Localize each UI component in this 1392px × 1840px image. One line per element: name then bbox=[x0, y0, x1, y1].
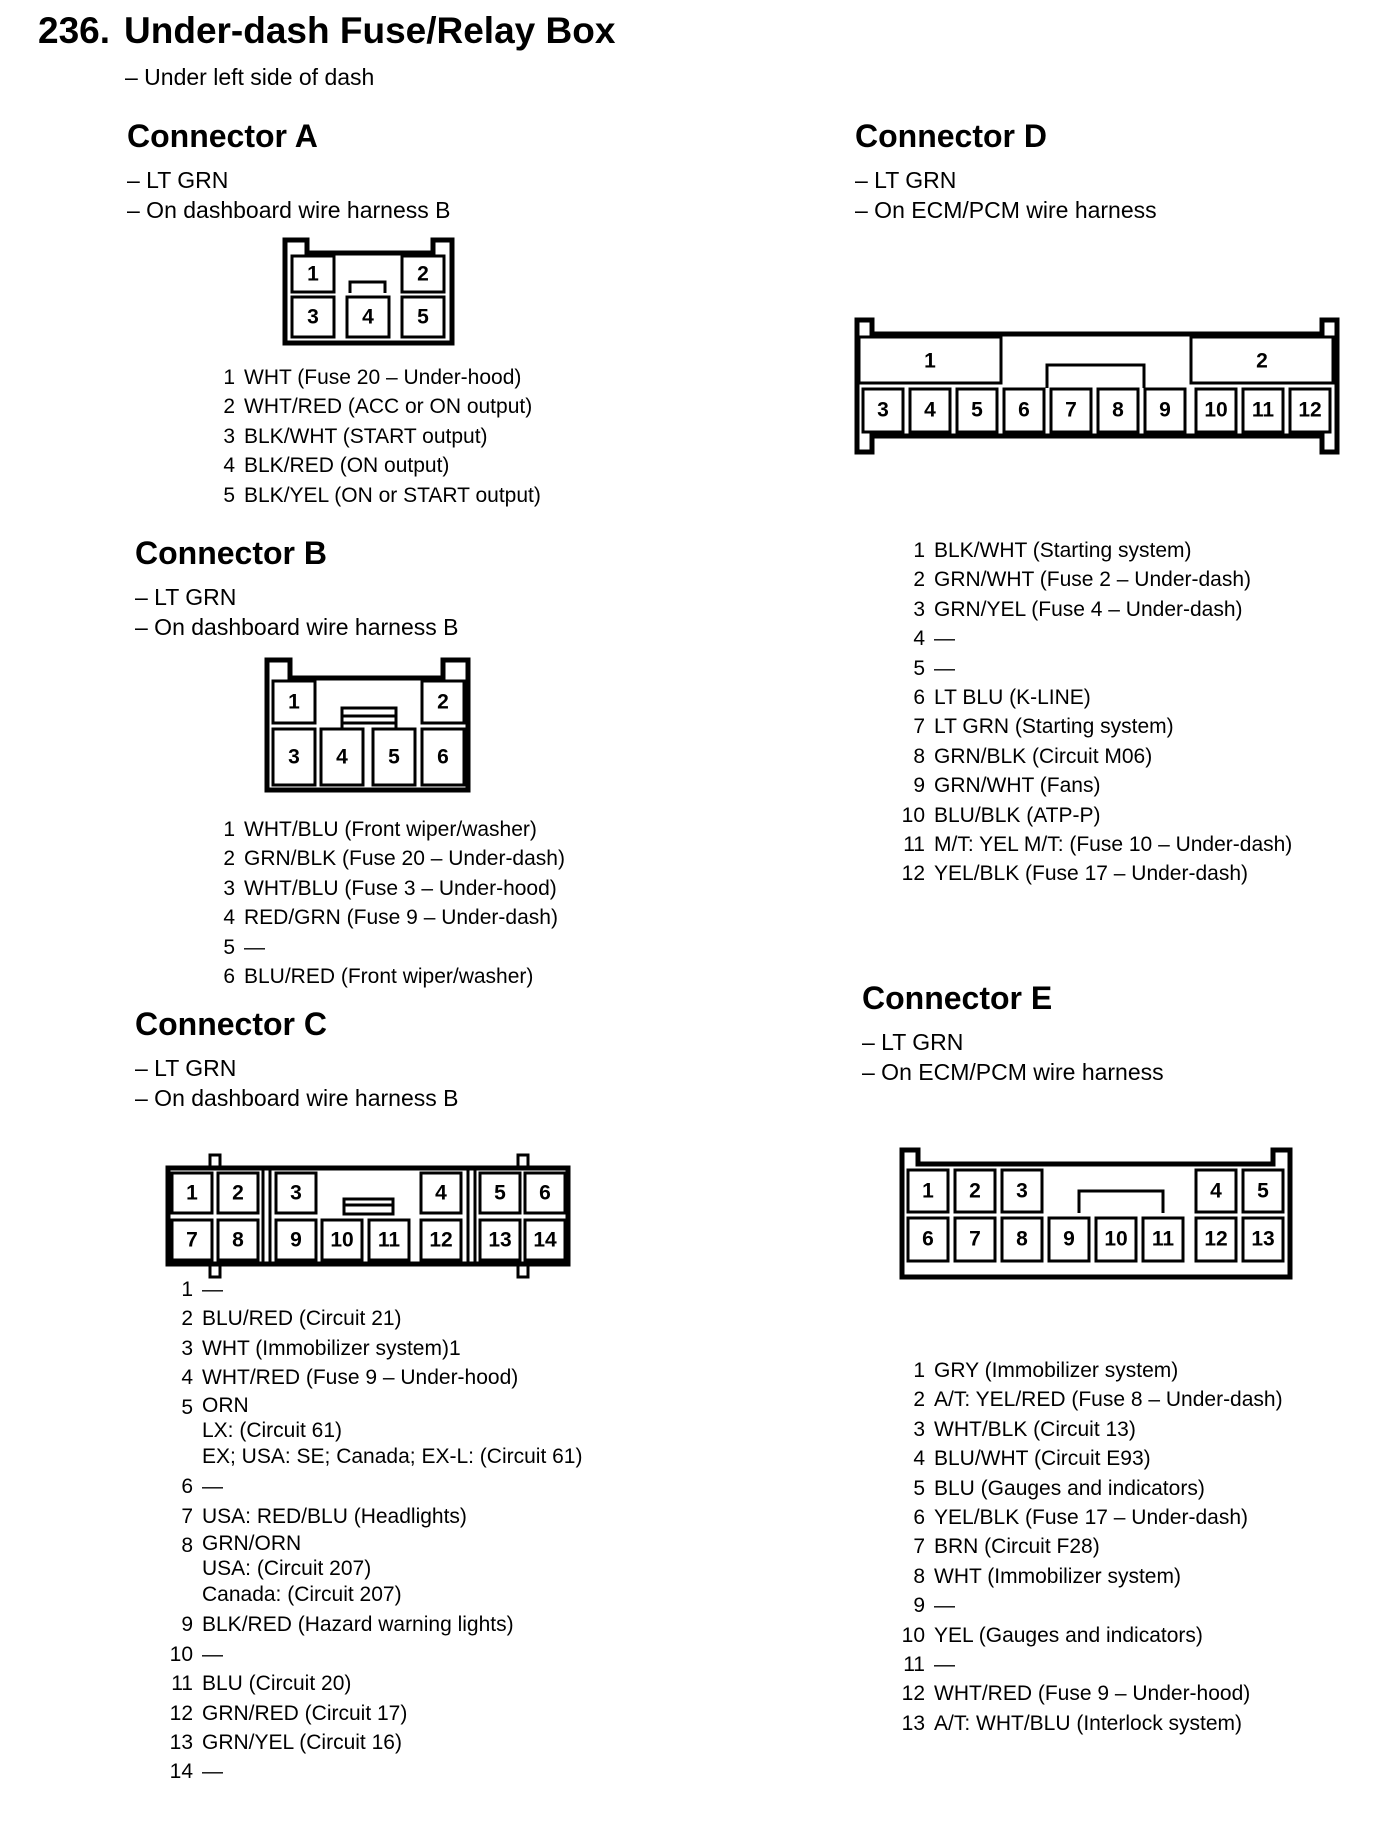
pin-desc: BLK/RED (Hazard warning lights) bbox=[202, 1613, 514, 1637]
pin-desc: WHT/RED (Fuse 9 – Under-hood) bbox=[934, 1682, 1251, 1706]
pin-number: 1 bbox=[223, 818, 235, 841]
pin-number: 11 bbox=[171, 1672, 193, 1696]
pin-desc: BRN (Circuit F28) bbox=[934, 1535, 1100, 1559]
pin-row bbox=[888, 1415, 1283, 1444]
pin-desc: GRN/WHT (Fuse 2 – Under-dash) bbox=[934, 568, 1252, 592]
connector-e-color: – LT GRN bbox=[862, 1029, 964, 1055]
pin-number: 2 bbox=[913, 1388, 925, 1412]
pin-number: 5 bbox=[913, 1476, 925, 1500]
pin-number: 12 bbox=[169, 1701, 193, 1725]
pin-number: 9 bbox=[913, 774, 925, 798]
pin-row bbox=[888, 1503, 1283, 1532]
pin-row bbox=[888, 1650, 1283, 1679]
cavity-number: 8 bbox=[1112, 398, 1124, 422]
cavity-number: 1 bbox=[922, 1179, 934, 1203]
cavity-number: 3 bbox=[1016, 1179, 1028, 1203]
pin-row bbox=[888, 1532, 1283, 1561]
pin-desc: GRN/RED (Circuit 17) bbox=[202, 1701, 408, 1725]
cavity-number: 2 bbox=[417, 262, 429, 286]
connector-e-latch bbox=[1079, 1191, 1163, 1213]
pin-number: 12 bbox=[901, 862, 925, 886]
pin-number: 8 bbox=[913, 1564, 925, 1588]
pin-desc: GRN/YEL (Fuse 4 – Under-dash) bbox=[934, 597, 1243, 621]
pin-number: 8 bbox=[181, 1533, 193, 1557]
cavity-number: 12 bbox=[1298, 398, 1322, 422]
connector-b-title: Connector B bbox=[135, 535, 327, 571]
pin-desc: GRN/BLK (Circuit M06) bbox=[934, 744, 1153, 768]
pin-number: 11 bbox=[903, 1653, 925, 1677]
connector-c-harness: – On dashboard wire harness B bbox=[135, 1085, 459, 1111]
pin-desc: GRN/BLK (Fuse 20 – Under-dash) bbox=[244, 847, 565, 871]
pin-desc-sub: USA: (Circuit 207) bbox=[202, 1557, 372, 1581]
pin-desc-sub: Canada: (Circuit 207) bbox=[202, 1582, 402, 1606]
pin-desc: WHT/BLU (Fuse 3 – Under-hood) bbox=[244, 876, 557, 900]
pin-desc: BLK/WHT (START output) bbox=[244, 424, 488, 448]
pin-desc: M/T: YEL M/T: (Fuse 10 – Under-dash) bbox=[934, 833, 1293, 857]
pin-desc-sub: EX; USA: SE; Canada; EX-L: (Circuit 61) bbox=[202, 1444, 583, 1468]
pin-number: 5 bbox=[223, 935, 235, 959]
connector-b-color: – LT GRN bbox=[135, 584, 237, 610]
cavity-number: 2 bbox=[969, 1179, 981, 1203]
pin-number: 7 bbox=[913, 1535, 925, 1559]
cavity-number: 4 bbox=[336, 745, 348, 769]
pin-number: 3 bbox=[223, 424, 235, 448]
pin-row bbox=[888, 1709, 1283, 1738]
pin-row bbox=[888, 1356, 1283, 1385]
pin-number: 3 bbox=[181, 1336, 193, 1360]
pin-desc-sub: LX: (Circuit 61) bbox=[202, 1419, 343, 1443]
pin-number: 10 bbox=[169, 1642, 193, 1666]
connector-a-title: Connector A bbox=[127, 118, 318, 154]
cavity-number: 10 bbox=[330, 1228, 354, 1252]
page-number: 236. bbox=[38, 10, 111, 51]
pin-row bbox=[888, 1562, 1283, 1591]
pin-number: 10 bbox=[901, 1623, 925, 1647]
cavity-number: 6 bbox=[539, 1181, 551, 1205]
pin-number: 3 bbox=[913, 597, 925, 621]
pin-number: 4 bbox=[223, 906, 235, 930]
connector-c-color: – LT GRN bbox=[135, 1055, 237, 1081]
pin-number: 8 bbox=[913, 744, 925, 768]
pin-desc: BLU (Gauges and indicators) bbox=[934, 1476, 1205, 1500]
cavity-number: 10 bbox=[1204, 398, 1228, 422]
pin-desc: WHT (Fuse 20 – Under-hood) bbox=[244, 366, 522, 389]
pin-number: 3 bbox=[223, 876, 235, 900]
pin-desc: — bbox=[202, 1278, 223, 1301]
cavity-number: 7 bbox=[186, 1228, 198, 1252]
pin-number: 2 bbox=[913, 568, 925, 592]
cavity-number: 6 bbox=[437, 745, 449, 769]
pin-desc: — bbox=[244, 935, 265, 959]
cavity-number: 6 bbox=[922, 1227, 934, 1251]
pin-number: 10 bbox=[901, 803, 925, 827]
pin-desc: LT BLU (K-LINE) bbox=[934, 686, 1091, 710]
page-title-text: Under-dash Fuse/Relay Box bbox=[124, 10, 616, 51]
pin-number: 6 bbox=[181, 1475, 193, 1499]
cavity-number: 10 bbox=[1104, 1227, 1128, 1251]
connector-a-harness: – On dashboard wire harness B bbox=[127, 197, 451, 223]
cavity-number: 4 bbox=[435, 1181, 447, 1205]
cavity-number: 12 bbox=[1204, 1227, 1228, 1251]
cavity-number: 11 bbox=[377, 1228, 401, 1252]
cavity-number: 11 bbox=[1251, 398, 1275, 422]
cavity-number: 5 bbox=[388, 745, 400, 769]
pin-number: 12 bbox=[901, 1682, 925, 1706]
pin-number: 1 bbox=[181, 1278, 193, 1301]
pin-desc: — bbox=[934, 656, 955, 680]
pin-desc: BLU/RED (Circuit 21) bbox=[202, 1307, 402, 1331]
cavity-number: 8 bbox=[232, 1228, 244, 1252]
pin-desc: USA: RED/BLU (Headlights) bbox=[202, 1504, 467, 1528]
pin-desc: A/T: YEL/RED (Fuse 8 – Under-dash) bbox=[934, 1388, 1283, 1412]
pin-number: 5 bbox=[181, 1395, 193, 1419]
pin-number: 4 bbox=[913, 1447, 925, 1471]
pin-number: 4 bbox=[223, 454, 235, 478]
pin-desc: GRN/ORN bbox=[202, 1531, 302, 1555]
pin-desc: GRY (Immobilizer system) bbox=[934, 1359, 1179, 1382]
cavity-number: 1 bbox=[186, 1181, 198, 1205]
connector-b-harness: – On dashboard wire harness B bbox=[135, 614, 459, 640]
pin-number: 14 bbox=[169, 1760, 193, 1784]
pin-number: 2 bbox=[223, 395, 235, 419]
pin-number: 4 bbox=[181, 1366, 193, 1390]
pin-desc: BLU (Circuit 20) bbox=[202, 1672, 352, 1696]
cavity-number: 3 bbox=[290, 1181, 302, 1205]
cavity-number: 5 bbox=[971, 398, 983, 422]
pin-number: 5 bbox=[913, 656, 925, 680]
cavity-number: 4 bbox=[362, 305, 374, 329]
connector-e-harness: – On ECM/PCM wire harness bbox=[862, 1059, 1164, 1085]
cavity-number: 9 bbox=[1063, 1227, 1075, 1251]
cavity-number: 8 bbox=[1016, 1227, 1028, 1251]
cavity-number: 1 bbox=[307, 262, 319, 286]
pin-desc: WHT/BLK (Circuit 13) bbox=[934, 1417, 1136, 1441]
pin-desc: WHT/BLU (Front wiper/washer) bbox=[244, 818, 537, 841]
pin-desc: — bbox=[202, 1475, 223, 1499]
connector-e-title: Connector E bbox=[862, 980, 1053, 1016]
pin-row bbox=[888, 1621, 1283, 1650]
pin-desc: ORN bbox=[202, 1393, 249, 1417]
pin-desc: WHT/RED (ACC or ON output) bbox=[244, 395, 533, 419]
cavity-number: 5 bbox=[417, 305, 429, 329]
cavity-number: 11 bbox=[1151, 1227, 1175, 1251]
pin-row bbox=[888, 1474, 1283, 1503]
pin-number: 6 bbox=[223, 965, 235, 989]
page-location: – Under left side of dash bbox=[125, 64, 375, 90]
cavity-number: 4 bbox=[1210, 1179, 1222, 1203]
pin-number: 1 bbox=[223, 366, 235, 389]
pin-number: 1 bbox=[913, 1359, 925, 1382]
pin-row bbox=[888, 1591, 1283, 1620]
pin-desc: — bbox=[934, 1594, 955, 1618]
pin-desc: A/T: WHT/BLU (Interlock system) bbox=[934, 1711, 1243, 1735]
connector-d-color: – LT GRN bbox=[855, 167, 957, 193]
connector-a-color: – LT GRN bbox=[127, 167, 229, 193]
pin-number: 1 bbox=[913, 539, 925, 562]
cavity-number: 4 bbox=[924, 398, 936, 422]
connector-e-pinlist bbox=[888, 1356, 1283, 1738]
pin-row bbox=[888, 1679, 1283, 1708]
cavity-number: 9 bbox=[290, 1228, 302, 1252]
pin-number: 2 bbox=[181, 1307, 193, 1331]
pin-number: 7 bbox=[181, 1504, 193, 1528]
pin-desc: WHT/RED (Fuse 9 – Under-hood) bbox=[202, 1366, 519, 1390]
cavity-number: 2 bbox=[1256, 349, 1268, 373]
pin-desc: — bbox=[934, 627, 955, 651]
pin-desc: RED/GRN (Fuse 9 – Under-dash) bbox=[244, 906, 558, 930]
pin-desc: YEL/BLK (Fuse 17 – Under-dash) bbox=[934, 862, 1248, 886]
pin-number: 2 bbox=[223, 847, 235, 871]
cavity-number: 5 bbox=[1257, 1179, 1269, 1203]
pin-desc: WHT (Immobilizer system)1 bbox=[202, 1336, 461, 1360]
cavity-number: 14 bbox=[533, 1228, 557, 1252]
connector-c-title: Connector C bbox=[135, 1006, 327, 1042]
cavity-number: 13 bbox=[488, 1228, 512, 1252]
cavity-number: 2 bbox=[437, 690, 449, 714]
cavity-number: 12 bbox=[429, 1228, 453, 1252]
pin-number: 9 bbox=[181, 1613, 193, 1637]
cavity-number: 9 bbox=[1159, 398, 1171, 422]
pin-desc: BLU/BLK (ATP-P) bbox=[934, 803, 1101, 827]
cavity-number: 1 bbox=[288, 690, 300, 714]
pin-number: 7 bbox=[913, 715, 925, 739]
pin-desc: GRN/WHT (Fans) bbox=[934, 774, 1101, 798]
pin-desc: YEL (Gauges and indicators) bbox=[934, 1623, 1203, 1647]
pin-desc: GRN/YEL (Circuit 16) bbox=[202, 1731, 402, 1755]
pin-number: 6 bbox=[913, 1506, 925, 1530]
cavity-number: 3 bbox=[307, 305, 319, 329]
cavity-number: 2 bbox=[232, 1181, 244, 1205]
pin-desc: BLK/WHT (Starting system) bbox=[934, 539, 1192, 562]
pin-desc: BLU/WHT (Circuit E93) bbox=[934, 1447, 1151, 1471]
cavity-number: 7 bbox=[1065, 398, 1077, 422]
pin-number: 6 bbox=[913, 686, 925, 710]
cavity-number: 3 bbox=[288, 745, 300, 769]
pin-number: 5 bbox=[223, 483, 235, 507]
cavity-number: 13 bbox=[1251, 1227, 1275, 1251]
pin-desc: YEL/BLK (Fuse 17 – Under-dash) bbox=[934, 1506, 1248, 1530]
connector-d-harness: – On ECM/PCM wire harness bbox=[855, 197, 1157, 223]
pin-number: 4 bbox=[913, 627, 925, 651]
pin-desc: WHT (Immobilizer system) bbox=[934, 1564, 1181, 1588]
pin-desc: BLK/YEL (ON or START output) bbox=[244, 483, 541, 507]
pin-desc: LT GRN (Starting system) bbox=[934, 715, 1174, 739]
pin-number: 3 bbox=[913, 1417, 925, 1441]
cavity-number: 1 bbox=[924, 349, 936, 373]
pin-row bbox=[888, 1385, 1283, 1414]
pin-number: 9 bbox=[913, 1594, 925, 1618]
pin-number: 13 bbox=[901, 1711, 925, 1735]
pin-desc: BLU/RED (Front wiper/washer) bbox=[244, 965, 534, 989]
cavity-number: 5 bbox=[494, 1181, 506, 1205]
connector-d-title: Connector D bbox=[855, 118, 1047, 154]
cavity-number: 3 bbox=[877, 398, 889, 422]
cavity-number: 6 bbox=[1018, 398, 1030, 422]
pin-number: 13 bbox=[169, 1731, 193, 1755]
pin-desc: — bbox=[202, 1642, 223, 1666]
pin-desc: — bbox=[202, 1760, 223, 1784]
cavity-number: 7 bbox=[969, 1227, 981, 1251]
pin-number: 11 bbox=[903, 833, 925, 857]
pin-desc: BLK/RED (ON output) bbox=[244, 454, 450, 478]
pin-row bbox=[888, 1444, 1283, 1473]
pin-desc: — bbox=[934, 1653, 955, 1677]
